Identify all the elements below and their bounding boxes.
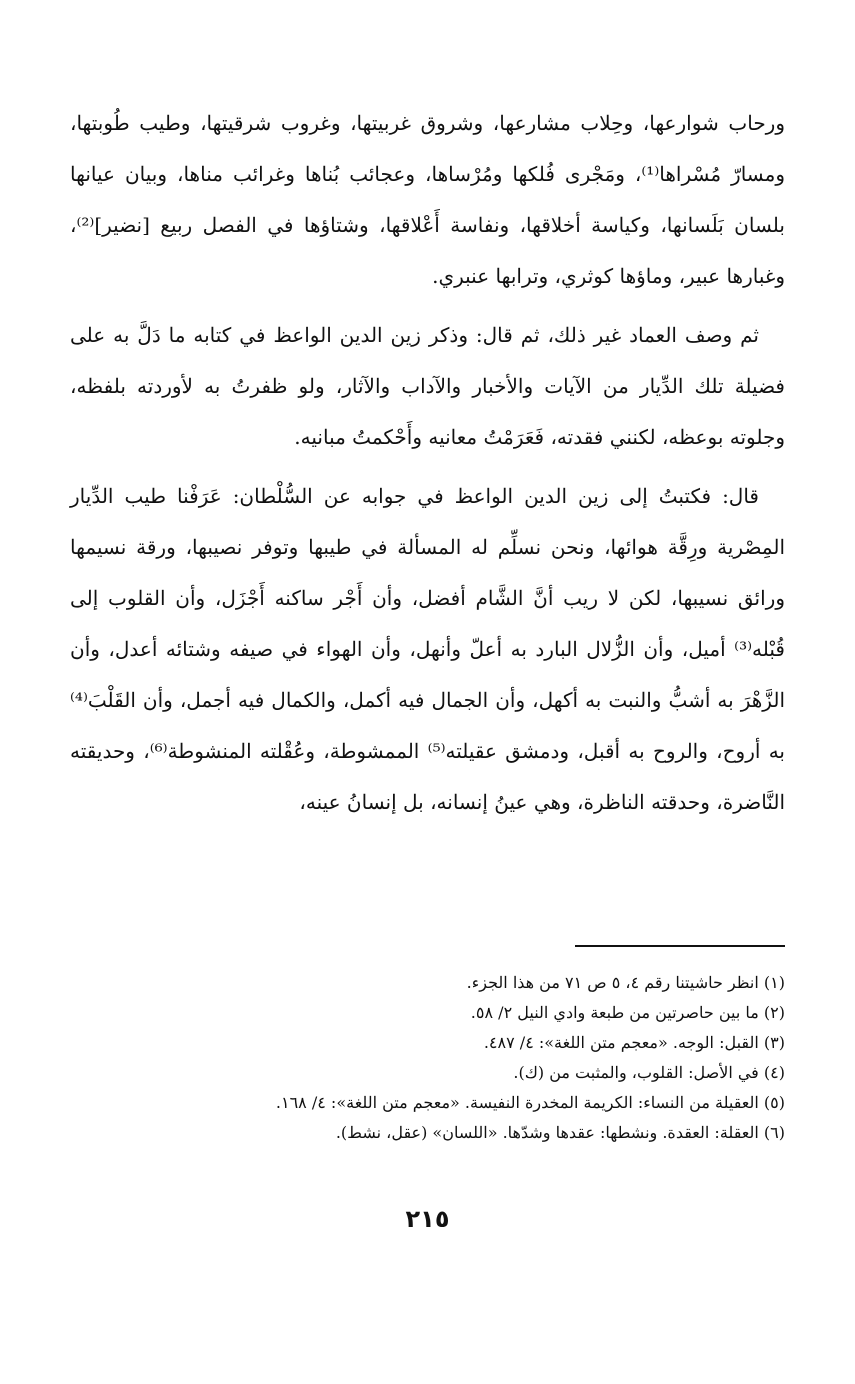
paragraph-3: قال: فكتبتُ إلى زين الدين الواعظ في جوابه عن السُّلْطان: عَرَفْنا طيب الدِّيار المِصْرية ورِقَّة هوائها، ونحن نسلِّم له المسألة في طيبها وتوفر نصيبها، ورقة نسيمها ورائق نسيبها، لكن لا ريب أنَّ الشَّام أفضل، وأن أَجْر ساكنه أَجْزَل، وأن القلوب إلى قُبْله⁽³⁾ أميل، وأن الزُّلال البارد به أعلّ وأنهل، وأن الهواء في صيفه وشتائه أعدل، وأن الزَّهْرَ به أشبُّ والنبت به أكهل، وأن الجمال فيه أكمل، والكمال فيه أجمل، وأن القَلْبَ⁽⁴⁾ به أروح، والروح به أقبل، ودمشق عقيلته⁽⁵⁾ الممشوطة، وعُقْلته المنشوطة⁽⁶⁾، وحديقته النَّاضرة، وحدقته الناظرة، وهي عينُ إنسانه، بل إنسانُ عينه، (70, 484, 786, 814)
paragraph-2: ثم وصف العماد غير ذلك، ثم قال: وذكر زين الدين الواعظ في كتابه ما دَلَّ به على فضيلة تلك الدِّيار من الآيات والأخبار والآداب والآثار، ولو ظفرتُ به لأوردته بلفظه، وجلوته بوعظه، لكنني فقدته، فَعَرَمْتُ معانيه وأَحْكمتُ مبانيه. (70, 323, 785, 449)
footnote-2: (٢) ما بين حاصرتين من طبعة وادي النيل ٢/ ٥٨. (470, 1003, 785, 1022)
footnote-4: (٤) في الأصل: القلوب، والمثبت من (ك). (513, 1063, 785, 1082)
footnote-6: (٦) العقلة: العقدة. ونشطها: عقدها وشدّها. «اللسان» (عقل، نشط). (335, 1123, 785, 1142)
footnote-3: (٣) القبل: الوجه. «معجم متن اللغة»: ٤/ ٤٨٧. (483, 1033, 785, 1052)
footnote-divider (575, 945, 785, 947)
page-number: ٢١٥ (405, 1205, 450, 1233)
main-text (70, 98, 785, 828)
footnote-5: (٥) العقيلة من النساء: الكريمة المخدرة النفيسة. «معجم متن اللغة»: ٤/ ١٦٨. (275, 1093, 785, 1112)
footnotes (70, 968, 785, 1148)
paragraph-1: ورحاب شوارعها، وحِلاب مشارعها، وشروق غربيتها، وغروب شرقيتها، وطيب طُوبتها، ومسارّ مُسْراها⁽¹⁾، ومَجْرى فُلكها ومُرْساها، وعجائب بُناها وغرائب مناها، وبيان عيانها بلسان بَلَسانها، وكياسة أخلاقها، ونفاسة أَعْلاقها، وشتاؤها في الفصل ربيع [نضير]⁽²⁾، وغبارها عبير، وماؤها كوثري، وترابها عنبري. (70, 111, 786, 288)
footnote-1: (١) انظر حاشيتنا رقم ٤، ٥ ص ٧١ من هذا الجزء. (466, 973, 785, 992)
